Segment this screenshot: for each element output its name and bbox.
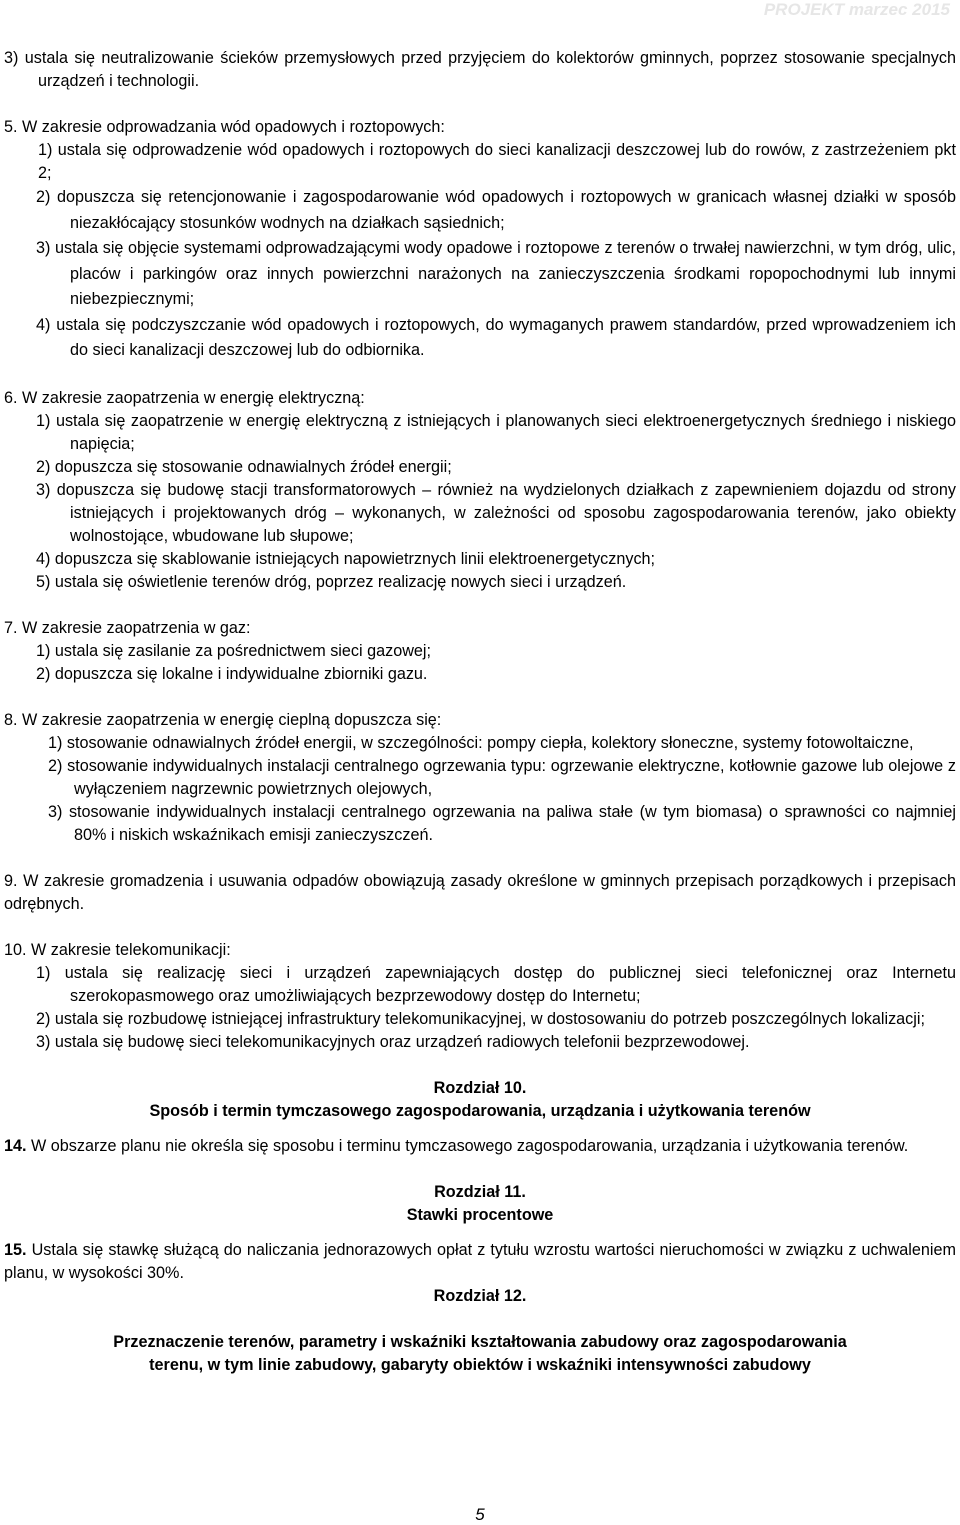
sec5-item-2: 2) dopuszcza się retencjonowanie i zagospodarowanie wód opadowych i roztopowych w granicach własnej działki w sposób niezakłócający stosunków wodnych na działkach sąsiednich; (36, 188, 956, 232)
sec10-heading: 10. W zakresie telekomunikacji: (4, 940, 231, 959)
paragraph-14 (4, 1135, 956, 1158)
spacer (4, 1227, 956, 1239)
page-number: 5 (475, 1505, 485, 1524)
sec8-heading: 8. W zakresie zaopatrzenia w energię cieplną dopuszcza się: (4, 710, 442, 729)
sec7-item-2: 2) dopuszcza się lokalne i indywidualne zbiorniki gazu. (36, 664, 428, 683)
sec6-item-4: 4) dopuszcza się skablowanie istniejących napowietrznych linii elektroenergetycznych; (36, 549, 656, 568)
chapter-11-title: Stawki procentowe (406, 1205, 554, 1224)
chapter-12-title-line-2: terenu, w tym linie zabudowy, gabaryty obiektów i wskaźniki intensywności zabudowy (149, 1355, 811, 1374)
sec8-item-3: 3) stosowanie indywidualnych instalacji centralnego ogrzewania na paliwa stałe (w tym biomasa) o sprawności co najmniej 80% i niskich wskaźnikach emisji zanieczyszczeń. (48, 802, 956, 844)
sec8-item-1: 1) stosowanie odnawialnych źródeł energii, w szczególności: pompy ciepła, kolektory słoneczne, systemy fotowoltaiczne, (48, 733, 914, 752)
paragraph-14-number: 14. (4, 1136, 27, 1155)
chapter-10-title: Sposób i termin tymczasowego zagospodarowania, urządzania i użytkowania terenów (149, 1101, 811, 1120)
chapter-10-label: Rozdział 10. (433, 1078, 527, 1097)
document-body (4, 47, 956, 1377)
spacer (4, 847, 956, 870)
paragraph-14-text: W obszarze planu nie określa się sposobu i terminu tymczasowego zagospodarowania, urządzania i użytkowania terenów. (26, 1136, 909, 1155)
sec4-item-3: 3) ustala się neutralizowanie ścieków przemysłowych przed przyjęciem do kolektorów gminnych, poprzez stosowanie specjalnych urządzeń i technologii. (4, 49, 956, 90)
sec6-item-1: 1) ustala się zaopatrzenie w energię elektryczną z istniejących i planowanych sieci elektroenergetycznych średniego i niskiego napięcia; (36, 411, 956, 453)
spacer (4, 1158, 956, 1181)
sec7-heading: 7. W zakresie zaopatrzenia w gaz: (4, 618, 251, 637)
sec5-heading: 5. W zakresie odprowadzania wód opadowych i roztopowych: (4, 118, 445, 136)
sec6-item-2: 2) dopuszcza się stosowanie odnawialnych źródeł energii; (36, 457, 452, 476)
document-header: PROJEKT marzec 2015 (763, 0, 950, 19)
paragraph-15 (4, 1239, 956, 1285)
sec7-item-1: 1) ustala się zasilanie za pośrednictwem sieci gazowej; (36, 641, 431, 660)
chapter-11-label: Rozdział 11. (434, 1182, 526, 1201)
paragraph-15-number: 15. (4, 1240, 27, 1259)
sec10-item-2: 2) ustala się rozbudowę istniejącej infrastruktury telekomunikacyjnej, w dostosowaniu do potrzeb poszczególnych lokalizacji; (36, 1009, 925, 1028)
sec8-item-2: 2) stosowanie indywidualnych instalacji centralnego ogrzewania typu: ogrzewanie elektryczne, kotłownie gazowe lub olejowe z wyłączeniem nagrzewnic powietrznych olejowych, (48, 756, 956, 798)
sec5-item-4: 4) ustala się podczyszczanie wód opadowych i roztopowych, do wymaganych prawem standardów, przed wprowadzeniem ich do sieci kanalizacji deszczowej lub do odbiornika. (36, 315, 956, 359)
spacer (4, 1308, 956, 1331)
chapter-12-label: Rozdział 12. (433, 1286, 527, 1305)
spacer (4, 594, 956, 617)
spacer (4, 364, 956, 387)
sec6-item-5: 5) ustala się oświetlenie terenów dróg, poprzez realizację nowych sieci i urządzeń. (36, 572, 627, 591)
chapter-12-title-line-1: Przeznaczenie terenów, parametry i wskaźniki kształtowania zabudowy oraz zagospodarowania (113, 1332, 847, 1351)
sec5-item-3: 3) ustala się objęcie systemami odprowadzającymi wody opadowe i roztopowe z terenów o trwałej nawierzchni, w tym dróg, ulic, placów i parkingów oraz innych powierzchni narażonych na zanieczyszczenia środkami ropopochodnymi lub innymi niebezpiecznymi; (36, 239, 956, 308)
spacer (4, 1054, 956, 1077)
sec10-item-3: 3) ustala się budowę sieci telekomunikacyjnych oraz urządzeń radiowych telefonii bezprzewodowej. (36, 1032, 750, 1051)
spacer (4, 686, 956, 709)
spacer (4, 93, 956, 116)
paragraph-15-text: Ustala się stawkę służącą do naliczania jednorazowych opłat z tytułu wzrostu wartości nieruchomości w związku z uchwaleniem planu, w wysokości 30%. (4, 1240, 956, 1282)
sec6-heading: 6. W zakresie zaopatrzenia w energię elektryczną: (4, 388, 365, 407)
sec5-item-1: 1) ustala się odprowadzenie wód opadowych i roztopowych do sieci kanalizacji deszczowej lub do rowów, z zastrzeżeniem pkt 2; (38, 141, 956, 182)
sec9-text: 9. W zakresie gromadzenia i usuwania odpadów obowiązują zasady określone w gminnych przepisach porządkowych i przepisach odrębnych. (4, 871, 956, 913)
sec6-item-3: 3) dopuszcza się budowę stacji transformatorowych – również na wydzielonych działkach z zapewnieniem dojazdu od strony istniejących i projektowanych dróg – wykonanych, w zależności od sposobu zagospodarowania terenów, jako obiekty wolnostojące, wbudowane lub słupowe; (36, 480, 956, 545)
spacer (4, 1123, 956, 1135)
sec10-item-1: 1) ustala się realizację sieci i urządzeń zapewniających dostęp do publicznej sieci telefonicznej oraz Internetu szerokopasmowego oraz umożliwiających bezprzewodowy dostęp do Internetu; (36, 963, 956, 1005)
spacer (4, 916, 956, 939)
